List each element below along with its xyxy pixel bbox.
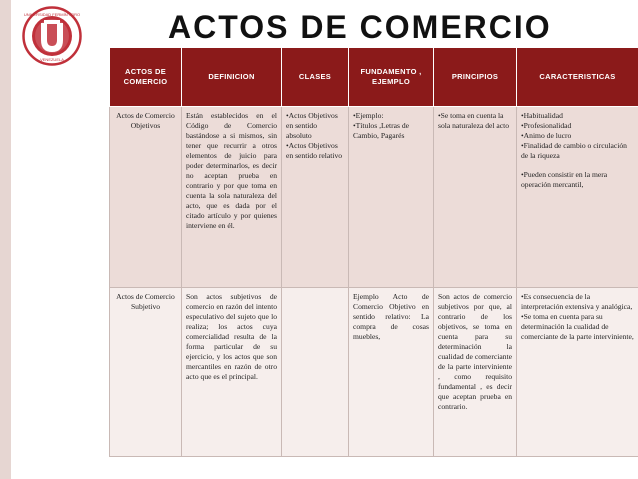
cell-caracteristicas (517, 288, 638, 457)
header-actos: ACTOS DE COMERCIO (110, 48, 182, 107)
table-header-row (110, 48, 638, 107)
cell-acto: Actos de Comercio Objetivos (110, 107, 182, 288)
logo-text-top: UNIVERSIDAD FERMÍN TORO (23, 12, 81, 17)
table-row-subjetivo (110, 288, 638, 457)
left-decorative-bar (0, 0, 11, 479)
header-clases: CLASES (282, 48, 349, 107)
caracteristica-extra: •Pueden consistir en la mera operación mercantil, (521, 170, 608, 190)
caracteristica-item: •Habitualidad (521, 111, 563, 120)
cell-fundamento (349, 107, 434, 288)
header-fundamento: FUNDAMENTO , EJEMPLO (349, 48, 434, 107)
cell-fundamento: Ejemplo Acto de Comercio Objetivo en sentido relativo: La compra de cosas muebles, (349, 288, 434, 457)
actos-table (109, 47, 638, 457)
cell-definicion: Son actos subjetivos de comercio en razón del intento especulativo del sujeto que lo realiza; los actos cuya comercialidad resulta de la forma particular de su ejercicio, y los actos que son mercantiles en razón de otro acto que es el principal. (182, 288, 282, 457)
clase-item: •Actos Objetivos en sentido relativo (286, 141, 343, 161)
logo-text-bottom: VENEZUELA (40, 57, 64, 62)
cell-caracteristicas (517, 107, 638, 288)
clase-item: •Actos Objetivos en sentido absoluto (286, 111, 338, 141)
cell-clases (282, 107, 349, 288)
actos-table-container (109, 47, 638, 479)
caracteristica-item: •Finalidad de cambio o circulación de la riqueza (521, 141, 627, 161)
table-row-objetivos (110, 107, 638, 288)
header-caracteristicas: CARACTERISTICAS (517, 48, 638, 107)
cell-clases-empty (282, 288, 349, 457)
caracteristica-item: •Profesionalidad (521, 121, 572, 131)
caracteristica-item: •Es consecuencia de la interpretación extensiva y analógica, (521, 292, 633, 312)
spacer (521, 161, 634, 170)
slide-title: ACTOS DE COMERCIO (168, 9, 552, 45)
header-definicion: DEFINICION (182, 48, 282, 107)
header-principios: PRINCIPIOS (434, 48, 517, 107)
university-logo (22, 6, 82, 66)
cell-principios: Son actos de comercio subjetivos por que, al contrario de los objetivos, se toma en cuenta para su determinación la cualidad de comerciante de la parte interviniente , como requisito fundamental , es decir que aceptan prueba en contrario. (434, 288, 517, 457)
fundamento-item: •Ejemplo: (353, 111, 384, 120)
cell-acto: Actos de Comercio Subjetivo (110, 288, 182, 457)
cell-definicion: Están establecidos en el Código de Comercio bastándose a si mismos, sin tener que recurrir a otros elementos de juicio para poder determinarlos, es decir no aceptan prueba en contrario y por que toma en cuenta la sola naturaleza del acto, que es dada por el citado artículo y por quienes interviene en él. (182, 107, 282, 288)
caracteristica-item: •Se toma en cuenta para su determinación la cualidad de comerciante de la parte interviniente, (521, 312, 634, 342)
fundamento-item: •Títulos ,Letras de Cambio, Pagarés (353, 121, 410, 141)
cell-principios: •Se toma en cuenta la sola naturaleza del acto (434, 107, 517, 288)
caracteristica-item: •Animo de lucro (521, 131, 572, 141)
